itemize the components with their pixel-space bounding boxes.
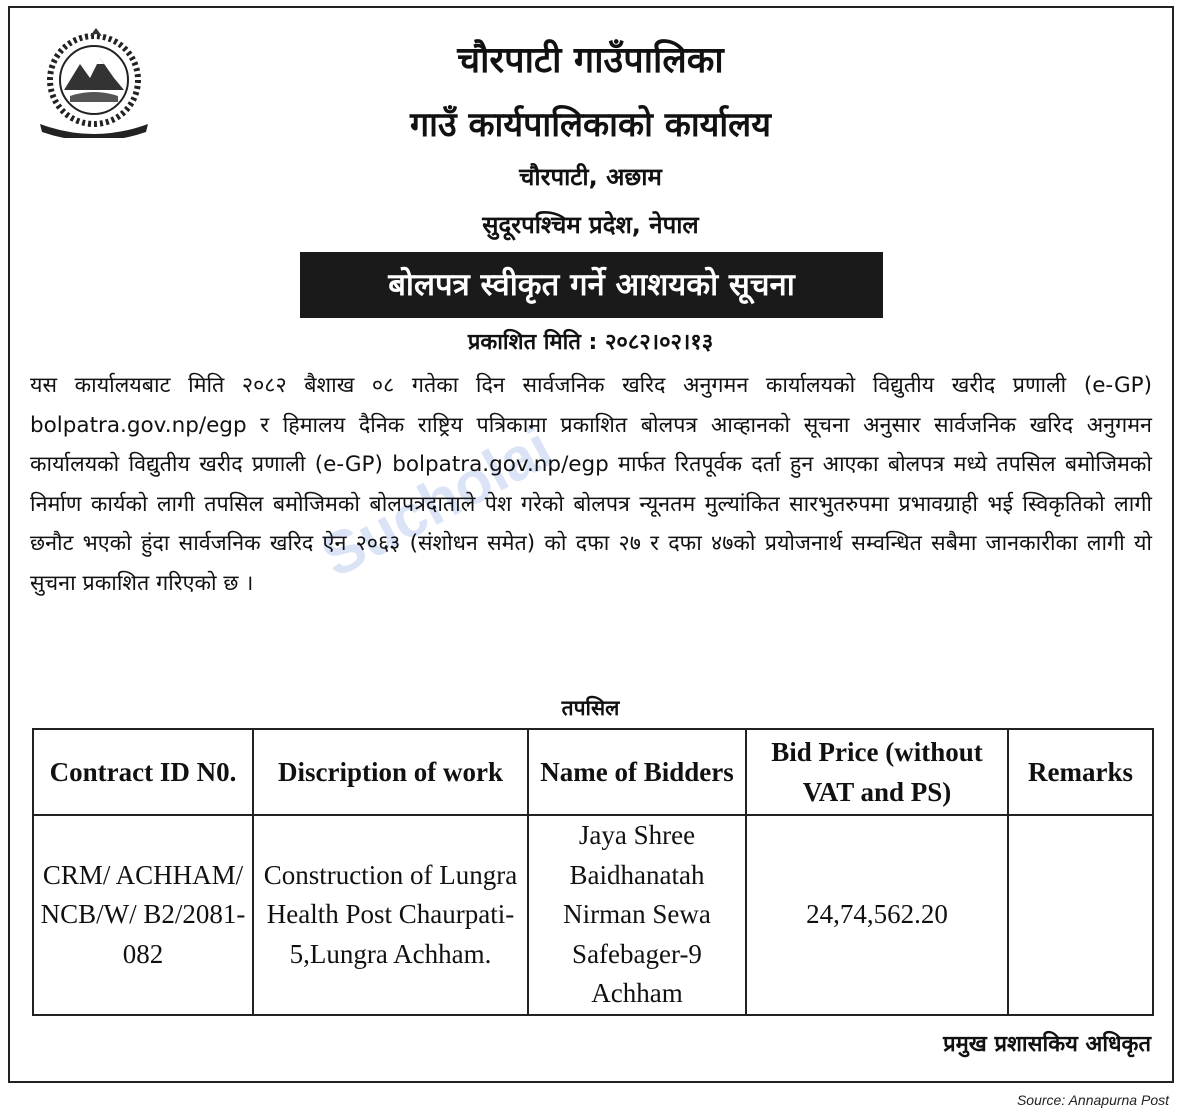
office-title: गाउँ कार्यपालिकाको कार्यालय [410, 105, 771, 145]
cell-bid-price: 24,74,562.20 [746, 815, 1008, 1015]
cell-remarks [1008, 815, 1153, 1015]
cell-bidder: Jaya Shree Baidhanatah Nirman Sewa Safebager-9 Achham [528, 815, 746, 1015]
province-name: सुदूरपश्चिम प्रदेश, नेपाल [482, 211, 699, 239]
bid-table [32, 728, 1154, 1016]
table-title: तपसिल [561, 696, 620, 720]
header-bid-price: Bid Price (without VAT and PS) [746, 729, 1008, 815]
table-row [33, 815, 1153, 1015]
header-contract-id: Contract ID N0. [33, 729, 253, 815]
header-description: Discription of work [253, 729, 528, 815]
signature-title: प्रमुख प्रशासकिय अधिकृत [943, 1032, 1151, 1057]
municipality-title: चौरपाटी गाउँपालिका [457, 40, 724, 81]
table-header-row [33, 729, 1153, 815]
header-remarks: Remarks [1008, 729, 1153, 815]
watermark: Sucholai [310, 413, 563, 591]
header-bidders: Name of Bidders [528, 729, 746, 815]
cell-contract-id: CRM/ ACHHAM/ NCB/W/ B2/2081-082 [33, 815, 253, 1015]
notice-banner: बोलपत्र स्वीकृत गर्ने आशयको सूचना [300, 252, 883, 318]
cell-description: Construction of Lungra Health Post Chaurpati-5,Lungra Achham. [253, 815, 528, 1015]
source-credit: Source: Annapurna Post [1016, 1092, 1169, 1108]
notice-body: यस कार्यालयबाट मिति २०८२ बैशाख ०८ गतेका दिन सार्वजनिक खरिद अनुगमन कार्यालयको विद्युतीय खरीद प्रणाली (e-GP) bolpatra.gov.np/egp र हिमालय दैनिक राष्ट्रिय पत्रिकामा प्रकाशित बोलपत्र आव्हानको सूचना अनुसार सार्वजनिक खरिद अनुगमन कार्यालयको विद्युतीय खरीद प्रणाली (e-GP) bolpatra.gov.np/egp मार्फत रितपूर्वक दर्ता हुन आएका बोलपत्र मध्ये तपसिल बमोजिमको निर्माण कार्यको लागी तपसिल बमोजिमको बोलपत्रदाताले पेश गरेको बोलपत्र न्यूनतम मुल्यांकित सारभुतरुपमा प्रभावग्राही भई स्विकृतिको लागी छनौट भएको हुंदा सार्वजनिक खरिद ऐन २०६३ (संशोधन समेत) को दफा २७ र दफा ४७को प्रयोजनार्थ सम्वन्धित सबैमा जानकारीका लागी यो सुचना प्रकाशित गरिएको छ । [30, 373, 1152, 596]
published-date: प्रकाशित मिति : २०८२।०२।१३ [467, 330, 714, 355]
office-location: चौरपाटी, अछाम [519, 163, 662, 191]
